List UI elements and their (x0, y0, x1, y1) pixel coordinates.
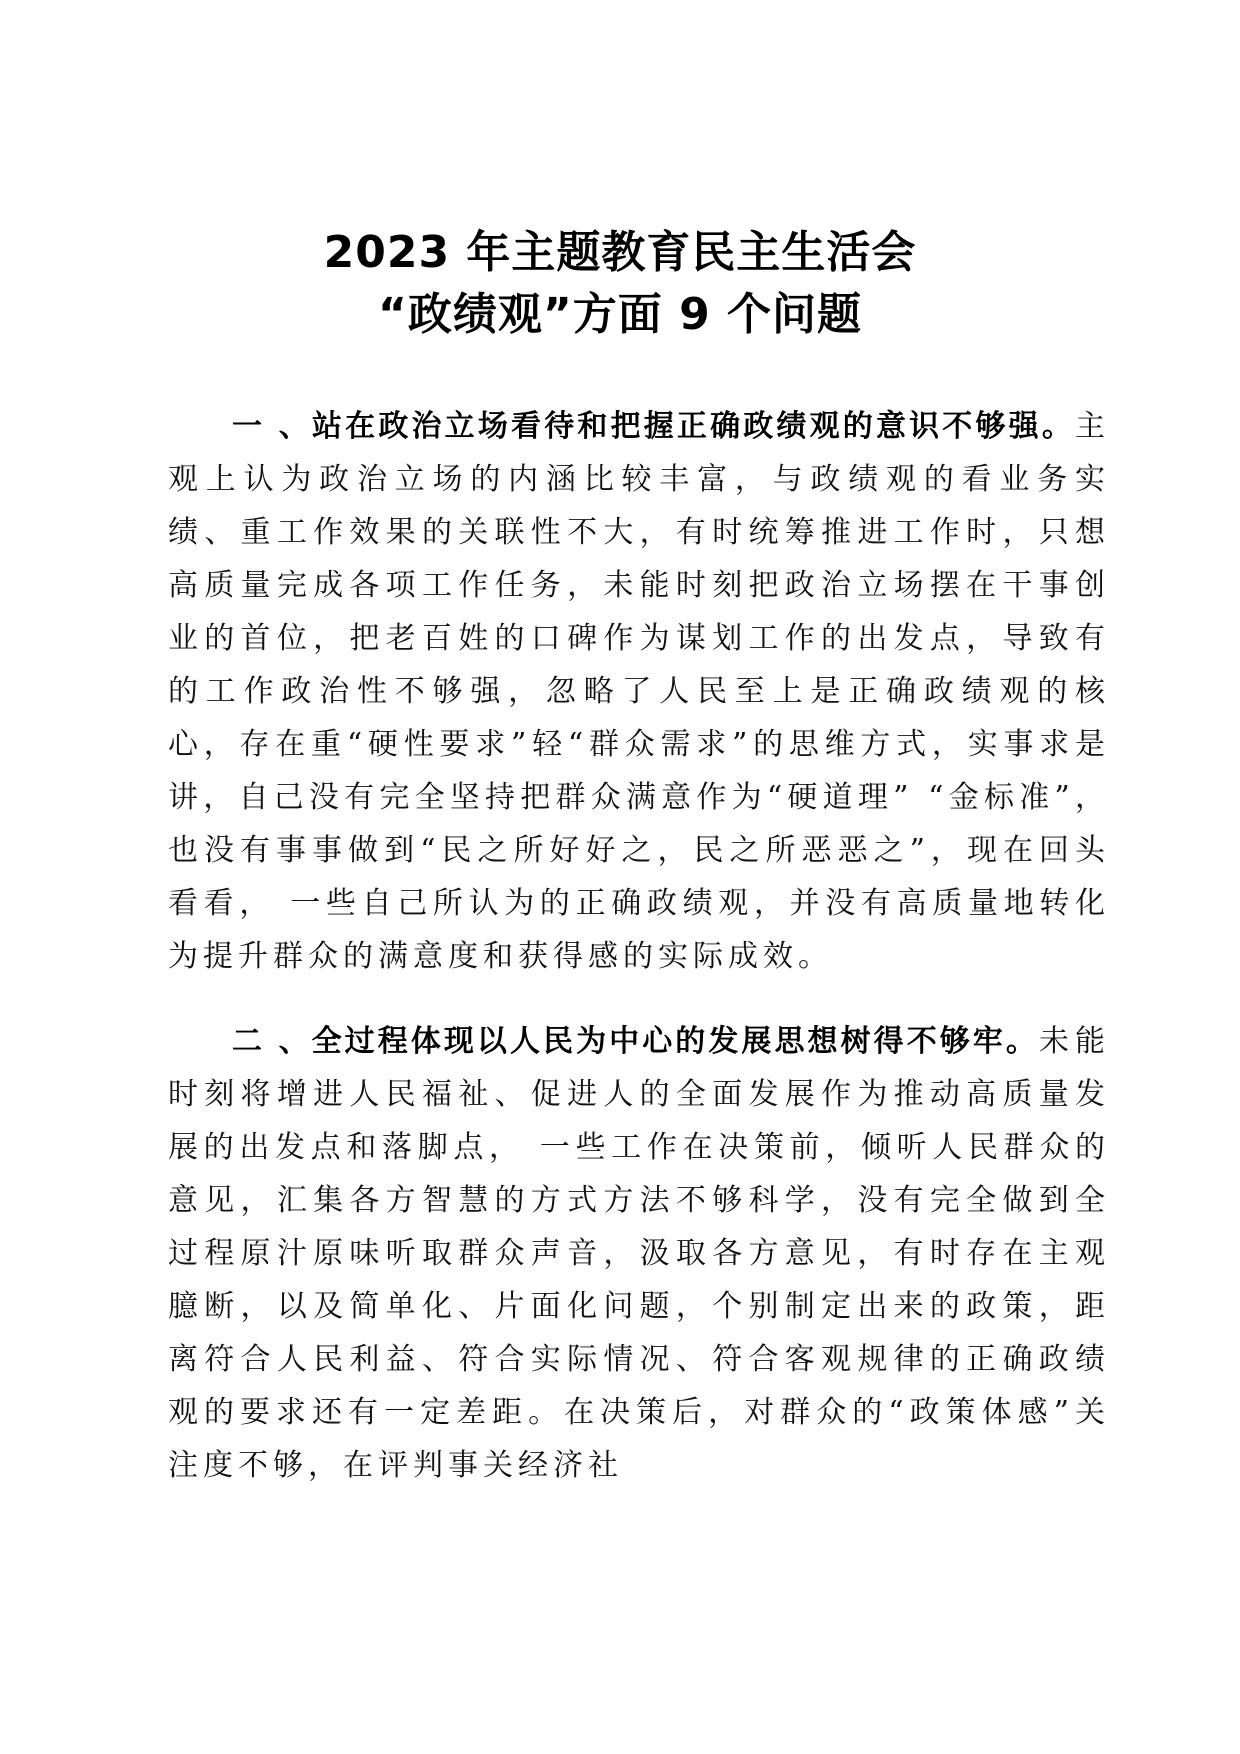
section-1-text: 主观上认为政治立场的内涵比较丰富，与政绩观的看业务实绩、重工作效果的关联性不大，有时统筹推进工作时，只想高质量完成各项工作任务，未能时刻把政治立场摆在干事创业的首位，把老百姓的口碑作为谋划工作的出发点，导致有的工作政治性不够强，忽略了人民至上是正确政绩观的核心，存在重“硬性要求”轻“群众需求”的思维方式，实事求是讲，自己没有完全坚持把群众满意作为“硬道理” “金标准”，也没有事事做到“民之所好好之，民之所恶恶之”，现在回头看看， 一些自己所认为的正确政绩观，并没有高质量地转化为提升群众的满意度和获得感的实际成效。 (168, 409, 1110, 974)
section-2-text: 未能时刻将增进人民福祉、促进人的全面发展作为推动高质量发展的出发点和落脚点， 一些工作在决策前，倾听人民群众的意见，汇集各方智慧的方式方法不够科学，没有完全做到全过程原汁原味听取群众声音，汲取各方意见，有时存在主观臆断，以及简单化、片面化问题，个别制定出来的政策，距离符合人民利益、符合实际情况、符合客观规律的正确政绩观的要求还有一定差距。在决策后，对群众的“政策体感”关注度不够，在评判事关经济社 (168, 1024, 1110, 1483)
section-1-paragraph (168, 400, 1110, 983)
section-2-heading: 二 、全过程体现以人民为中心的发展思想树得不够牢。 (232, 1024, 1039, 1059)
title-line-2: “政绩观”方面 9 个问题 (377, 289, 863, 340)
section-1-heading: 一 、站在政治立场看待和把握正确政绩观的意识不够强。 (232, 409, 1075, 444)
document-body (168, 400, 1110, 1524)
title-line-1: 2023 年主题教育民主生活会 (323, 227, 917, 278)
document-title (0, 222, 1240, 346)
section-2-paragraph (168, 1015, 1110, 1492)
